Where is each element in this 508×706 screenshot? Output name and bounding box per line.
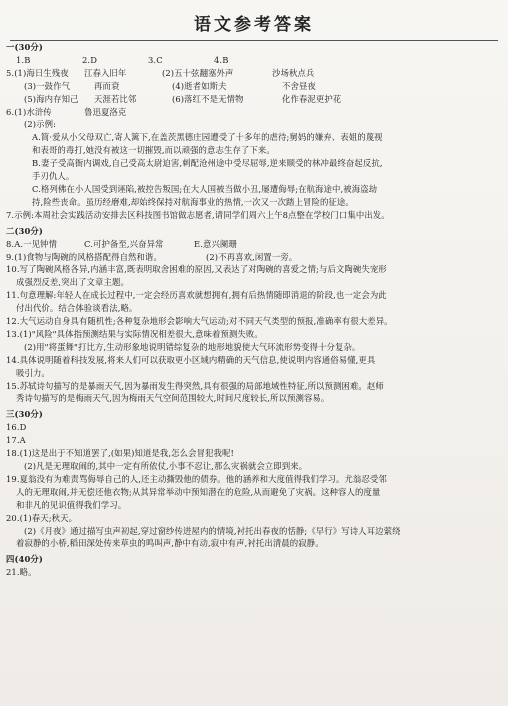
q5-6b: 化作春泥更护花	[282, 93, 342, 104]
q6-1b: 鲁迅	[84, 106, 101, 117]
q10-line-1: 10.写了陶碗风格各异,内涵丰富,既表明取舍困难的原因,又表达了对陶碗的喜爱之情;与后文陶碗失宠形	[6, 264, 387, 275]
q9-answer	[6, 251, 502, 264]
q19-line-1: 19.夏翁没有为难责骂侮辱自己的人,还主动撕毁他的债券。他的涵养和大度值得我们学习。尤翁忍受邻	[6, 473, 387, 484]
q13-line-1: 13.(1)"风险"具体指预测结果与实际情况相差很大,意味着预测失败。	[6, 328, 263, 339]
q6-example-b-2: 手刃仇人。	[32, 171, 75, 182]
q5-line-2	[6, 80, 502, 93]
q13-line-2: (2)用"将蛋舞"打比方,生动形象地说明错综复杂的地形地貌使大气环流形势变得十分复杂。	[24, 341, 361, 352]
q6-example-c-2: 持,险些丧命。虽历经磨难,却始终保持对航海事业的热情,一次又一次踏上冒险的征途。	[32, 196, 354, 207]
q20-line-1: 20.(1)春天;秋天。	[6, 512, 78, 523]
q6-2-label: (2)示例:	[24, 119, 57, 130]
page-title: 语文参考答案	[194, 15, 314, 35]
q5-1b: 江春入旧年	[84, 67, 127, 78]
q5-4a: (4)逝者如斯夫	[172, 80, 227, 91]
q14-line-1: 14.具体说明随着科技发展,将来人们可以获取更小区域内精确的天气信息,使说明内容通俗易懂,更具	[6, 354, 376, 365]
q8-c: C.可护备至,兴奋异常	[84, 238, 164, 249]
q4-answer: 4.B	[214, 54, 229, 65]
q9-2: (2)不再喜欢,闲置一旁。	[206, 251, 298, 262]
q14-line-2: 吸引力。	[16, 367, 50, 378]
q19-line-2: 人的无理取闹,并无偿还他衣物;从其异常举动中预知潜在的危险,从而避免了灾祸。这种容人的度量	[16, 486, 381, 497]
q11-line-1: 11.句意理解:年轻人在成长过程中,一定会经历喜欢就想拥有,拥有后热情随即消退的阶段,也一定会为此	[6, 290, 387, 301]
q6-example-a-2: 和表哥的毒打,她没有被这一切摧毁,而以顽强的意志生存了下来。	[32, 145, 275, 156]
q6-example-b-1: B.妻子受高衙内调戏,自己受高太尉迫害,刺配沧州途中受尽屈辱,逆来顺受的林冲最终奋起反抗,	[32, 158, 383, 169]
q5-6a: (6)落红不是无情物	[172, 93, 244, 104]
section-4-header: 四(40分)	[6, 554, 43, 565]
q18-line-1: 18.(1)这是出于不知道罢了,(如果)知道是我,怎么会冒犯我呢!	[6, 448, 234, 459]
q5-4b: 不舍昼夜	[282, 80, 316, 91]
q8-a: 8.A.一见钟情	[6, 238, 58, 249]
q5-line-3	[6, 93, 502, 106]
section-1-header: 一(30分)	[6, 42, 43, 52]
q1-4-answers	[6, 54, 502, 67]
q12-answer: 12.大气运动自身具有随机性;各种复杂地形会影响大气运动;对不同天气类型的预报,准确率有很大差异。	[6, 316, 393, 327]
q1-answer: 1.B	[16, 54, 31, 65]
q15-line-1: 15.苏轼诗句描写的是暴雨天气,因为暴雨发生得突然,具有很强的局部地域性特征,所以预测困难。赵师	[6, 380, 384, 391]
q9-1: 9.(1)食物与陶碗的风格搭配得自然和谐。	[6, 251, 162, 262]
q21-answer: 21.略。	[6, 567, 37, 578]
q5-2b: 沙场秋点兵	[272, 67, 315, 78]
q17-answer: 17.A	[6, 435, 26, 446]
q6-example-c-1: C.格列佛在小人国受到诬陷,被控告叛国;在大人国被当做小丑,屡遭侮辱;在航海途中,被海盗劫	[32, 183, 378, 194]
q5-1a: 5.(1)海日生残夜	[6, 67, 69, 78]
q20-line-3: 着寂静的小桥,稻田深处传来草虫的鸣叫声,静中有动,寂中有声,衬托出清晨的寂静。	[16, 538, 324, 549]
q11-line-2: 付出代价。结合体验谈看法,略。	[16, 303, 138, 314]
q5-line-1	[6, 67, 502, 80]
q5-3a: (3)一鼓作气	[24, 80, 71, 91]
q8-e: E.意兴阑珊	[194, 238, 237, 249]
q10-line-2: 成强烈反差,突出了文章主题。	[16, 277, 129, 288]
section-3-header: 三(30分)	[6, 409, 43, 420]
q5-5b: 天涯若比邻	[94, 93, 137, 104]
q7-answer: 7.示例:本周社会实践活动安排去区科技图书馆做志愿者,请同学们周六上午8点整在学校门口集中出发。	[6, 209, 390, 220]
q5-3b: 再而衰	[94, 80, 120, 91]
q3-answer: 3.C	[148, 54, 163, 65]
q6-1a: 6.(1)水浒传	[6, 106, 52, 117]
q2-answer: 2.D	[82, 54, 98, 65]
q20-line-2: (2)《月夜》通过描写虫声初起,穿过窗纱传进屋内的情境,衬托出春夜的恬静;《早行》写诗人耳边萦绕	[24, 525, 401, 536]
q19-line-3: 和非凡的见识值得我们学习。	[16, 499, 127, 510]
q6-1c: 夏洛克	[100, 106, 127, 117]
q16-answer: 16.D	[6, 422, 27, 433]
q5-5a: (5)海内存知己	[24, 93, 79, 104]
q6-line-1	[6, 106, 502, 119]
q8-answer	[6, 238, 502, 251]
q15-line-2: 秀诗句描写的是梅雨天气,因为梅雨天气空间范围较大,时间尺度较长,所以预测容易。	[16, 393, 330, 404]
q5-2a: (2)五十弦翻塞外声	[162, 67, 234, 78]
q18-line-2: (2)凡是无理取闹的,其中一定有所依仗,小事不忍让,那么灾祸就会立即到来。	[24, 461, 308, 471]
section-2-header: 二(30分)	[6, 225, 43, 236]
q6-example-a-1: A.简·爱从小父母双亡,寄人篱下,在盖茨黑德庄园遭受了十多年的虐待;舅妈的嫌弃、表姐的蔑视	[32, 132, 383, 143]
